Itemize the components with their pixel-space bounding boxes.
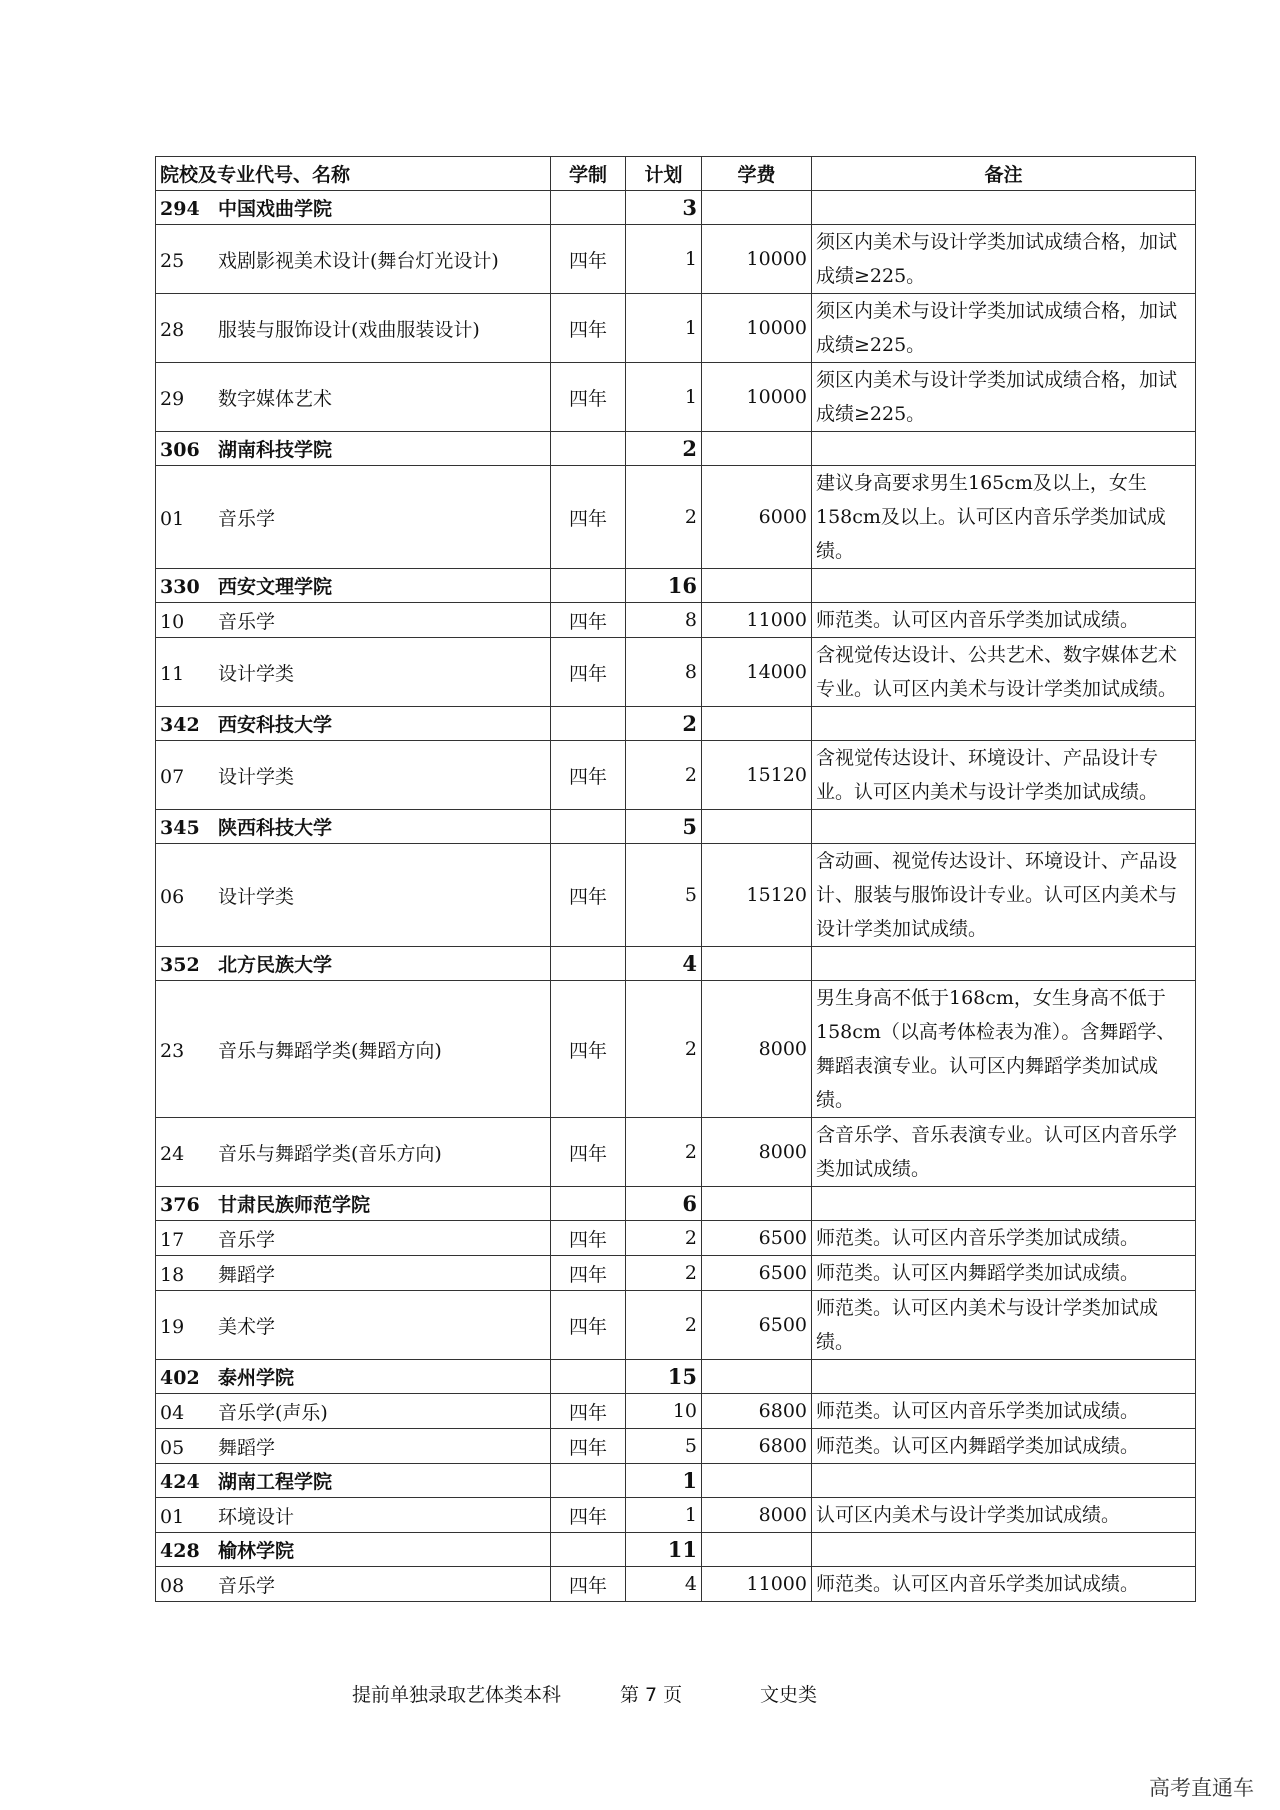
major-fee: 8000 <box>702 981 812 1118</box>
school-note-cell <box>812 1533 1196 1567</box>
school-note-cell <box>812 947 1196 981</box>
school-name: 中国戏曲学院 <box>218 198 333 220</box>
major-fee: 6500 <box>702 1291 812 1360</box>
major-duration: 四年 <box>551 1498 626 1533</box>
major-name-cell <box>156 741 551 810</box>
school-name: 湖南工程学院 <box>218 1471 333 1493</box>
school-code: 345 <box>160 817 200 839</box>
major-row <box>156 844 1196 947</box>
major-fee: 10000 <box>702 225 812 294</box>
major-fee: 6500 <box>702 1256 812 1291</box>
major-name-cell <box>156 844 551 947</box>
major-plan: 4 <box>626 1567 702 1602</box>
school-name-cell <box>156 1533 551 1567</box>
school-row <box>156 432 1196 466</box>
major-name-cell <box>156 638 551 707</box>
school-code: 294 <box>160 198 200 220</box>
school-plan: 5 <box>626 810 702 844</box>
school-row <box>156 1187 1196 1221</box>
major-row <box>156 363 1196 432</box>
major-fee: 11000 <box>702 603 812 638</box>
major-note: 含音乐学、音乐表演专业。认可区内音乐学类加试成绩。 <box>812 1118 1196 1187</box>
major-note: 须区内美术与设计学类加试成绩合格，加试成绩≥225。 <box>812 294 1196 363</box>
major-row <box>156 1118 1196 1187</box>
major-duration: 四年 <box>551 466 626 569</box>
school-code: 342 <box>160 714 200 736</box>
major-code: 28 <box>160 318 185 341</box>
school-name: 西安科技大学 <box>218 714 333 736</box>
major-note: 含视觉传达设计、环境设计、产品设计专业。认可区内美术与设计学类加试成绩。 <box>812 741 1196 810</box>
school-row <box>156 1464 1196 1498</box>
major-name: 音乐学 <box>218 1228 276 1251</box>
school-name: 泰州学院 <box>218 1367 295 1389</box>
watermark: 高考直通车 <box>1149 1776 1254 1800</box>
major-name-cell <box>156 603 551 638</box>
major-fee: 15120 <box>702 741 812 810</box>
school-code: 352 <box>160 954 200 976</box>
school-name-cell <box>156 810 551 844</box>
major-name: 音乐学(声乐) <box>218 1401 328 1424</box>
major-code: 08 <box>160 1574 185 1597</box>
school-duration-cell <box>551 810 626 844</box>
school-fee-cell <box>702 707 812 741</box>
school-row <box>156 707 1196 741</box>
school-fee-cell <box>702 432 812 466</box>
major-note: 师范类。认可区内音乐学类加试成绩。 <box>812 603 1196 638</box>
school-name-cell <box>156 707 551 741</box>
major-note: 师范类。认可区内音乐学类加试成绩。 <box>812 1221 1196 1256</box>
school-code: 402 <box>160 1367 200 1389</box>
school-note-cell <box>812 569 1196 603</box>
major-name: 戏剧影视美术设计(舞台灯光设计) <box>218 249 499 272</box>
school-duration-cell <box>551 432 626 466</box>
major-code: 23 <box>160 1039 185 1062</box>
major-note: 师范类。认可区内舞蹈学类加试成绩。 <box>812 1429 1196 1464</box>
major-row <box>156 294 1196 363</box>
major-duration: 四年 <box>551 844 626 947</box>
school-plan: 3 <box>626 191 702 225</box>
major-row <box>156 466 1196 569</box>
major-code: 24 <box>160 1142 185 1165</box>
school-note-cell <box>812 707 1196 741</box>
major-name: 美术学 <box>218 1315 276 1338</box>
major-note: 认可区内美术与设计学类加试成绩。 <box>812 1498 1196 1533</box>
header-note: 备注 <box>812 157 1196 191</box>
school-name: 湖南科技学院 <box>218 439 333 461</box>
major-row <box>156 1498 1196 1533</box>
school-code: 330 <box>160 576 200 598</box>
major-fee: 8000 <box>702 1498 812 1533</box>
school-fee-cell <box>702 1360 812 1394</box>
major-plan: 5 <box>626 844 702 947</box>
table-header-row <box>156 157 1196 191</box>
major-name: 舞蹈学 <box>218 1263 276 1286</box>
school-name: 榆林学院 <box>218 1540 295 1562</box>
school-plan: 15 <box>626 1360 702 1394</box>
admission-plan-table <box>155 156 1196 1602</box>
school-note-cell <box>812 1464 1196 1498</box>
major-plan: 2 <box>626 1221 702 1256</box>
major-note: 须区内美术与设计学类加试成绩合格，加试成绩≥225。 <box>812 363 1196 432</box>
major-duration: 四年 <box>551 1291 626 1360</box>
major-note: 含视觉传达设计、公共艺术、数字媒体艺术专业。认可区内美术与设计学类加试成绩。 <box>812 638 1196 707</box>
major-name: 音乐与舞蹈学类(音乐方向) <box>218 1142 442 1165</box>
school-code: 306 <box>160 439 200 461</box>
major-duration: 四年 <box>551 741 626 810</box>
school-fee-cell <box>702 947 812 981</box>
school-row <box>156 947 1196 981</box>
major-name: 环境设计 <box>218 1505 295 1528</box>
major-row <box>156 1256 1196 1291</box>
major-row <box>156 225 1196 294</box>
major-note: 须区内美术与设计学类加试成绩合格，加试成绩≥225。 <box>812 225 1196 294</box>
major-code: 18 <box>160 1263 185 1286</box>
school-name-cell <box>156 947 551 981</box>
major-code: 17 <box>160 1228 185 1251</box>
major-name-cell <box>156 1429 551 1464</box>
major-note: 师范类。认可区内音乐学类加试成绩。 <box>812 1394 1196 1429</box>
major-plan: 1 <box>626 363 702 432</box>
major-plan: 1 <box>626 1498 702 1533</box>
major-name-cell <box>156 1498 551 1533</box>
major-fee: 6800 <box>702 1429 812 1464</box>
major-plan: 2 <box>626 1291 702 1360</box>
major-name: 设计学类 <box>218 885 295 908</box>
major-name: 音乐与舞蹈学类(舞蹈方向) <box>218 1039 442 1062</box>
school-duration-cell <box>551 707 626 741</box>
header-duration: 学制 <box>551 157 626 191</box>
major-code: 29 <box>160 387 185 410</box>
school-fee-cell <box>702 1464 812 1498</box>
major-note: 含动画、视觉传达设计、环境设计、产品设计、服装与服饰设计专业。认可区内美术与设计学类加试成绩。 <box>812 844 1196 947</box>
major-duration: 四年 <box>551 1429 626 1464</box>
header-fee: 学费 <box>702 157 812 191</box>
major-duration: 四年 <box>551 225 626 294</box>
school-note-cell <box>812 1187 1196 1221</box>
school-note-cell <box>812 191 1196 225</box>
major-name-cell <box>156 1567 551 1602</box>
school-fee-cell <box>702 810 812 844</box>
school-row <box>156 1533 1196 1567</box>
major-name-cell <box>156 294 551 363</box>
table-body <box>156 191 1196 1602</box>
major-plan: 1 <box>626 294 702 363</box>
school-duration-cell <box>551 569 626 603</box>
major-plan: 8 <box>626 603 702 638</box>
major-duration: 四年 <box>551 1118 626 1187</box>
school-fee-cell <box>702 1187 812 1221</box>
major-plan: 8 <box>626 638 702 707</box>
major-code: 01 <box>160 1505 185 1528</box>
school-name-cell <box>156 1464 551 1498</box>
major-row <box>156 1429 1196 1464</box>
major-name: 音乐学 <box>218 507 276 530</box>
major-plan: 1 <box>626 225 702 294</box>
major-code: 07 <box>160 765 185 788</box>
school-plan: 4 <box>626 947 702 981</box>
major-plan: 10 <box>626 1394 702 1429</box>
major-fee: 6000 <box>702 466 812 569</box>
header-plan: 计划 <box>626 157 702 191</box>
major-row <box>156 741 1196 810</box>
school-name: 陕西科技大学 <box>218 817 333 839</box>
major-plan: 2 <box>626 1118 702 1187</box>
school-row <box>156 191 1196 225</box>
major-name-cell <box>156 981 551 1118</box>
school-duration-cell <box>551 1464 626 1498</box>
major-row <box>156 1567 1196 1602</box>
major-name: 数字媒体艺术 <box>218 387 333 410</box>
school-row <box>156 810 1196 844</box>
major-name-cell <box>156 1118 551 1187</box>
school-row <box>156 569 1196 603</box>
major-duration: 四年 <box>551 603 626 638</box>
school-row <box>156 1360 1196 1394</box>
school-plan: 2 <box>626 432 702 466</box>
major-fee: 6800 <box>702 1394 812 1429</box>
major-code: 04 <box>160 1401 185 1424</box>
major-duration: 四年 <box>551 1221 626 1256</box>
major-fee: 15120 <box>702 844 812 947</box>
major-name-cell <box>156 1291 551 1360</box>
major-plan: 5 <box>626 1429 702 1464</box>
major-duration: 四年 <box>551 638 626 707</box>
school-note-cell <box>812 432 1196 466</box>
major-fee: 10000 <box>702 294 812 363</box>
school-note-cell <box>812 810 1196 844</box>
school-plan: 1 <box>626 1464 702 1498</box>
major-note: 师范类。认可区内音乐学类加试成绩。 <box>812 1567 1196 1602</box>
major-plan: 2 <box>626 981 702 1118</box>
major-note: 师范类。认可区内舞蹈学类加试成绩。 <box>812 1256 1196 1291</box>
major-name: 音乐学 <box>218 610 276 633</box>
school-name-cell <box>156 432 551 466</box>
major-name-cell <box>156 1256 551 1291</box>
major-plan: 2 <box>626 1256 702 1291</box>
major-plan: 2 <box>626 466 702 569</box>
footer-page-number: 第 7 页 <box>620 1684 683 1706</box>
major-duration: 四年 <box>551 1567 626 1602</box>
footer-batch: 提前单独录取艺体类本科 <box>352 1684 562 1706</box>
school-duration-cell <box>551 947 626 981</box>
major-duration: 四年 <box>551 294 626 363</box>
school-name-cell <box>156 191 551 225</box>
major-row <box>156 638 1196 707</box>
school-duration-cell <box>551 1360 626 1394</box>
school-fee-cell <box>702 191 812 225</box>
major-name-cell <box>156 225 551 294</box>
school-name: 西安文理学院 <box>218 576 333 598</box>
major-row <box>156 1291 1196 1360</box>
major-code: 05 <box>160 1436 185 1459</box>
major-note: 师范类。认可区内美术与设计学类加试成绩。 <box>812 1291 1196 1360</box>
major-fee: 14000 <box>702 638 812 707</box>
major-name-cell <box>156 1394 551 1429</box>
major-code: 10 <box>160 610 185 633</box>
school-name-cell <box>156 1360 551 1394</box>
header-name: 院校及专业代号、名称 <box>156 157 551 191</box>
school-fee-cell <box>702 569 812 603</box>
school-fee-cell <box>702 1533 812 1567</box>
school-name: 北方民族大学 <box>218 954 333 976</box>
major-name-cell <box>156 1221 551 1256</box>
major-name: 服装与服饰设计(戏曲服装设计) <box>218 318 480 341</box>
major-plan: 2 <box>626 741 702 810</box>
major-row <box>156 603 1196 638</box>
major-code: 19 <box>160 1315 185 1338</box>
major-code: 06 <box>160 885 185 908</box>
school-name-cell <box>156 569 551 603</box>
school-duration-cell <box>551 1533 626 1567</box>
major-row <box>156 981 1196 1118</box>
major-note: 男生身高不低于168cm，女生身高不低于158cm（以高考体检表为准）。含舞蹈学、舞蹈表演专业。认可区内舞蹈学类加试成绩。 <box>812 981 1196 1118</box>
major-code: 25 <box>160 249 185 272</box>
major-name: 设计学类 <box>218 662 295 685</box>
major-name: 舞蹈学 <box>218 1436 276 1459</box>
major-fee: 11000 <box>702 1567 812 1602</box>
footer-category: 文史类 <box>760 1684 818 1706</box>
school-plan: 2 <box>626 707 702 741</box>
school-plan: 11 <box>626 1533 702 1567</box>
school-code: 376 <box>160 1194 200 1216</box>
major-code: 11 <box>160 662 185 685</box>
major-duration: 四年 <box>551 981 626 1118</box>
school-duration-cell <box>551 191 626 225</box>
school-name-cell <box>156 1187 551 1221</box>
major-duration: 四年 <box>551 1256 626 1291</box>
school-name: 甘肃民族师范学院 <box>218 1194 371 1216</box>
major-row <box>156 1394 1196 1429</box>
major-name: 音乐学 <box>218 1574 276 1597</box>
major-name-cell <box>156 363 551 432</box>
major-name: 设计学类 <box>218 765 295 788</box>
major-code: 01 <box>160 507 185 530</box>
major-duration: 四年 <box>551 363 626 432</box>
school-plan: 6 <box>626 1187 702 1221</box>
major-row <box>156 1221 1196 1256</box>
school-duration-cell <box>551 1187 626 1221</box>
school-plan: 16 <box>626 569 702 603</box>
major-note: 建议身高要求男生165cm及以上，女生158cm及以上。认可区内音乐学类加试成绩。 <box>812 466 1196 569</box>
major-fee: 10000 <box>702 363 812 432</box>
major-fee: 6500 <box>702 1221 812 1256</box>
school-code: 424 <box>160 1471 200 1493</box>
school-code: 428 <box>160 1540 200 1562</box>
major-duration: 四年 <box>551 1394 626 1429</box>
school-note-cell <box>812 1360 1196 1394</box>
major-fee: 8000 <box>702 1118 812 1187</box>
major-name-cell <box>156 466 551 569</box>
